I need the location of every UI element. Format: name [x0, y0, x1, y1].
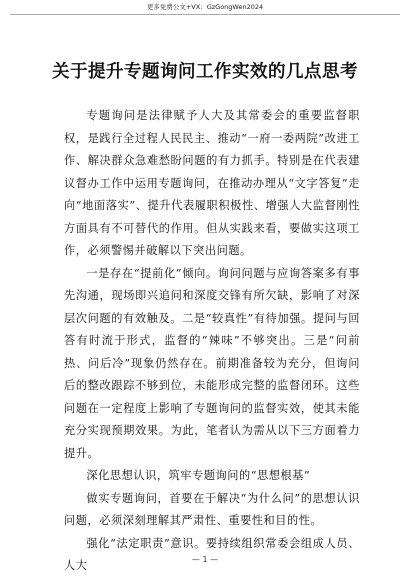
page-header: 更多免费公文+VX：GzGongWen2024: [146, 3, 264, 11]
page-number: — 1 —: [191, 555, 219, 564]
section-heading: 深化思想认识，筑牢专题询问的“思想根基”: [86, 469, 311, 482]
document-title: 关于提升专题询问工作实效的几点思考: [52, 62, 358, 82]
intro-paragraph: 专题询问是法律赋予人大及其常委会的重要监督职权，是践行全过程人民民主、推动“一府一委两院”改进工作、解决群众急难愁盼问题的有力抓手。特别是在代表建议督办工作中运用专题询问，在推动办理从“文字答复”走向“地面落实”、提升代表履职积极性、增强人大监督刚性方面具有不可替代的作用。但从实践来看，要做实这项工作，必须警惕并破解以下突出问题。: [64, 109, 360, 257]
problems-paragraph: 一是存在“提前化”倾向。询问问题与应询答案多有事先沟通，现场即兴追问和深度交锋有所欠缺，影响了对深层次问题的有效触及。二是“较真性”有待加强。提问与回答有时流于形式，监督的“辣味”不够突出。三是“问前热、问后冷”现象仍然存在。前期准备较为充分，但询问后的整改跟踪不够到位，未能形成完整的监督闭环。这些问题在一定程度上影响了专题询问的监督实效，使其未能充分实现预期效果。为此，笔者认为需从以下三方面着力提升。: [64, 266, 360, 460]
section-paragraph: 做实专题询问，首要在于解决“为什么问”的思想认识问题，必须深刻理解其严肃性、重要性和目的性。: [64, 491, 360, 527]
document-body: [64, 105, 360, 578]
subpoint-paragraph: 强化“法定职责”意识。要持续组织常委会组成人员、人大: [64, 536, 360, 572]
header-divider: [10, 14, 400, 15]
